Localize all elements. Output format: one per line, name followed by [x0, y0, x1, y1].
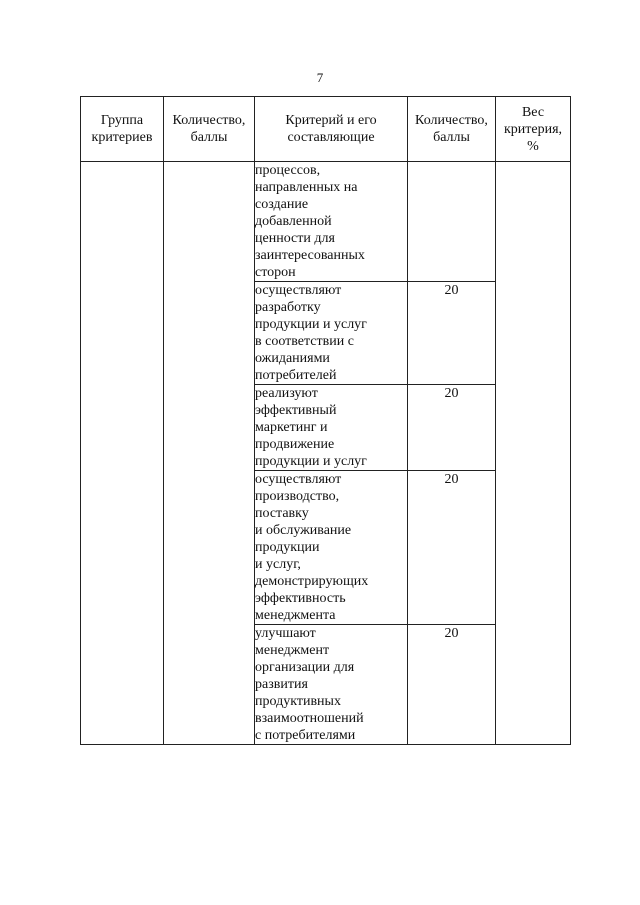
header-criterion-points: Количество, баллы: [408, 97, 496, 162]
weight-cell: [496, 162, 571, 745]
group-points-cell: [164, 162, 255, 745]
table-row: [81, 162, 571, 282]
criteria-group-cell: [81, 162, 164, 745]
page-number: 7: [316, 70, 324, 85]
criterion-cell: улучшают менеджмент организации для развития продуктивных взаимоотношений с потребителями: [255, 625, 408, 745]
table-header-row: [81, 97, 571, 162]
criterion-cell: осуществляют разработку продукции и услуг в соответствии с ожиданиями потребителей: [255, 282, 408, 385]
criterion-cell: процессов, направленных на создание добавленной ценности для заинтересованных сторон: [255, 162, 408, 282]
header-criterion: Критерий и его составляющие: [255, 97, 408, 162]
criterion-cell: реализуют эффективный маркетинг и продвижение продукции и услуг: [255, 385, 408, 471]
criteria-table: [80, 96, 571, 745]
header-group-points: Количество, баллы: [164, 97, 255, 162]
points-cell: 20: [408, 282, 496, 385]
points-cell: 20: [408, 625, 496, 745]
points-cell: 20: [408, 385, 496, 471]
points-cell: 20: [408, 471, 496, 625]
header-criteria-group: Группа критериев: [81, 97, 164, 162]
points-cell: [408, 162, 496, 282]
criterion-cell: осуществляют производство, поставку и обслуживание продукции и услуг, демонстрирующих эффективность менеджмента: [255, 471, 408, 625]
header-criterion-weight: Вес критерия, %: [496, 97, 571, 162]
